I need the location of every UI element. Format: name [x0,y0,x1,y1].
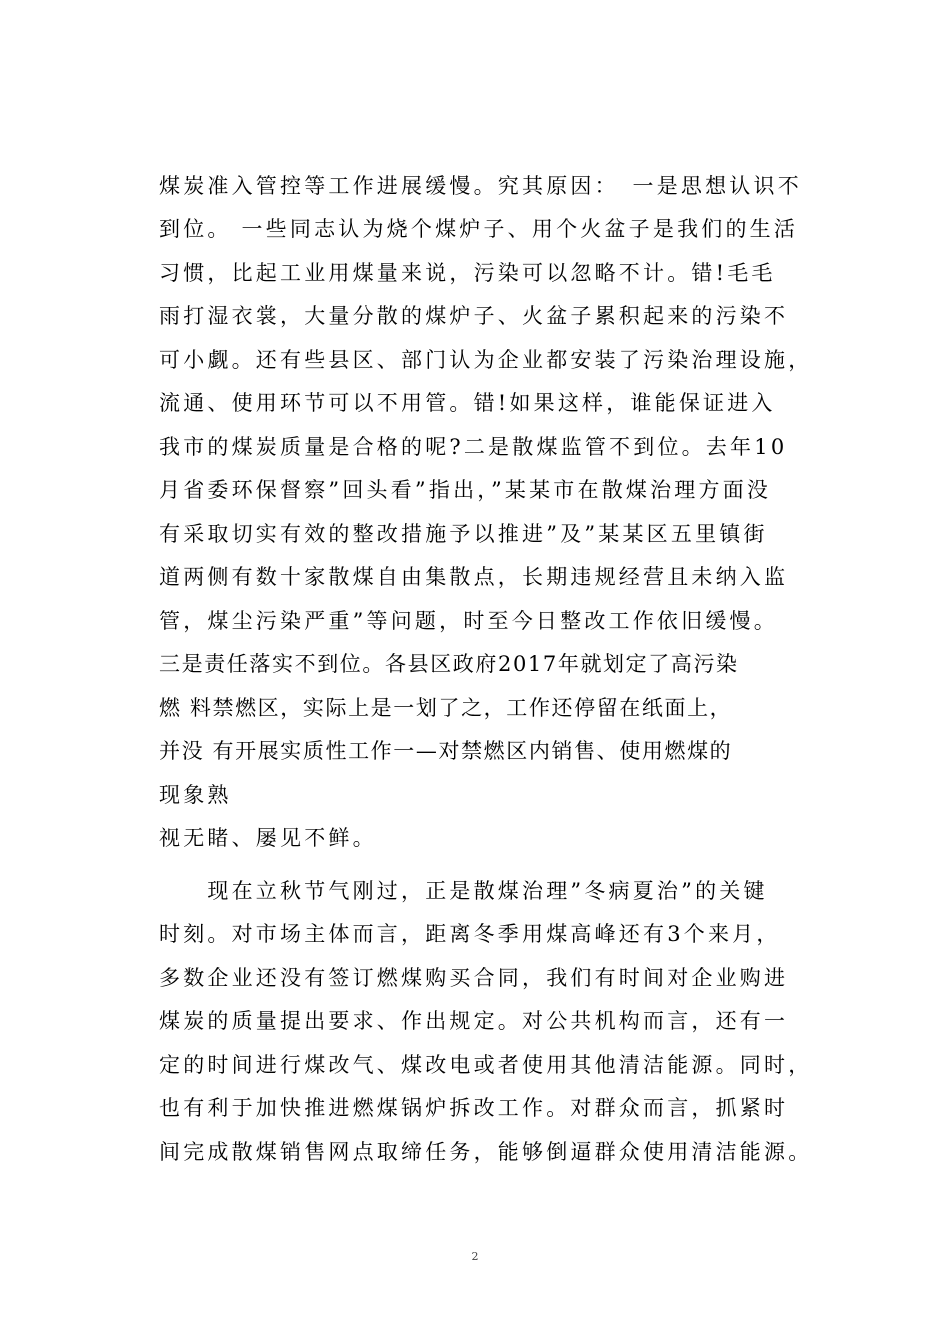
text-line: 燃 料禁燃区，实际上是一划了之，工作还停留在纸面上， [159,696,733,720]
text-line: 煤炭准入管控等工作进展缓慢。究其原因： 一是思想认识不 [159,174,802,198]
text-line: 习惯，比起工业用煤量来说，污染可以忽略不计。错!毛毛 [159,261,776,285]
text-line: 雨打湿衣裳，大量分散的煤炉子、火盆子累积起来的污染不 [159,304,789,328]
text-line: 道两侧有数十家散煤自由集散点，长期违规经营且未纳入监 [159,565,789,589]
text-line: 到位。 一些同志认为烧个煤炉子、用个火盆子是我们的生活 [159,217,799,241]
text-line: 间完成散煤销售网点取缔任务，能够倒逼群众使用清洁能源。 [159,1140,813,1164]
text-line: 也有利于加快推进燃煤锅炉拆改工作。对群众而言，抓紧时 [159,1096,789,1120]
text-line: 多数企业还没有签订燃煤购买合同，我们有时间对企业购进 [159,966,789,990]
text-line: 月省委环保督察”回头看”指出，”某某市在散煤治理方面没 [159,478,772,502]
text-line: 并没 有开展实质性工作一—对禁燃区内销售、使用燃煤的 [159,739,733,763]
text-line: 流通、使用环节可以不用管。错!如果这样，谁能保证进入 [159,391,776,415]
text-line: 有采取切实有效的整改措施予以推进”及”某某区五里镇街 [159,522,768,546]
text-line: 煤炭的质量提出要求、作出规定。对公共机构而言，还有一 [159,1009,789,1033]
text-line: 三是责任落实不到位。各县区政府2017年就划定了高污染 [159,652,739,676]
text-line: 时刻。对市场主体而言，距离冬季用煤高峰还有3个来月， [159,922,781,946]
text-line: 现在立秋节气刚过，正是散煤治理”冬病夏治”的关键 [159,879,768,903]
text-line: 我市的煤炭质量是合格的呢?二是散煤监管不到位。去年10 [159,435,788,459]
text-line: 管，煤尘污染严重”等问题，时至今日整改工作依旧缓慢。 [159,609,778,633]
text-line: 视无睹、屡见不鲜。 [159,826,377,850]
page-number: 2 [471,1250,479,1263]
text-line: 可小觑。还有些县区、部门认为企业都安装了污染治理设施， [159,348,813,372]
text-line: 定的时间进行煤改气、煤改电或者使用其他清洁能源。同时， [159,1053,813,1077]
text-line: 现象熟 [159,783,232,807]
